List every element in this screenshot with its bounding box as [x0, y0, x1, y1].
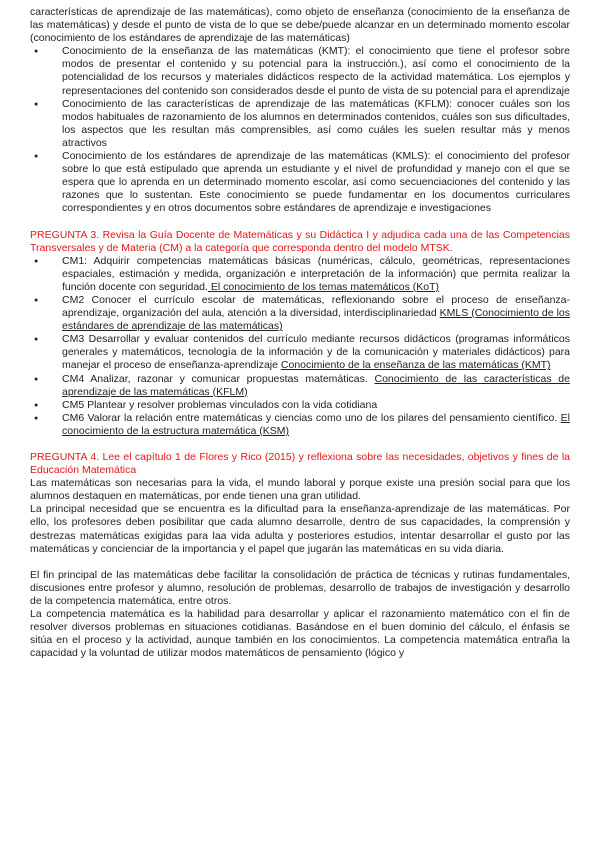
intro-list [30, 45, 570, 215]
cm4-answer: Conocimiento de las características de aprendizaje de las matemáticas (KFLM) [62, 372, 570, 398]
cm6-text: CM6 Valorar la relación entre matemáticas y ciencias como uno de los pilares del pensamiento científico. [62, 411, 561, 424]
q4-paragraph-3: El fin principal de las matemáticas debe facilitar la consolidación de práctica de técnicas y rutinas fundamentales, discusiones entre profesor y alumno, resolución de problemas, desarrollo de trabajos de investigación y desarrollo de la competencia matemática, entre otros. [30, 568, 570, 607]
list-item-cm1 [30, 255, 570, 294]
cm1-text: CM1: Adquirir competencias matemáticas básicas (numéricas, cálculo, geométricas, representaciones espaciales, estimación y medida, organización e interpretación de la información) que permita realizar la función docente con seguridad. [62, 254, 570, 293]
cm1-answer: El conocimiento de los temas matemáticos (KoT) [207, 280, 440, 293]
list-item-cm2 [30, 294, 570, 333]
cm3-answer: Conocimiento de la enseñanza de las matemáticas (KMT) [280, 359, 551, 372]
list-item-cm4 [30, 373, 570, 399]
list-item-cm5 [30, 399, 570, 412]
cm3-text: CM3 Desarrollar y evaluar contenidos del currículo mediante recursos didácticos (programas informáticos generales y matemáticos, tecnología de la información y de la comunicación y materiales didácticos) para manejar el proceso de enseñanza-aprendizaje [62, 333, 570, 372]
question-3-list [30, 255, 570, 438]
question-4-heading: PREGUNTA 4. Lee el capítulo 1 de Flores y Rico (2015) y reflexiona sobre las necesidades, objetivos y fines de la Educación Matemática [30, 451, 570, 477]
q4-paragraph-2: La principal necesidad que se encuentra es la dificultad para la enseñanza-aprendizaje de las matemáticas. Por ello, los profesores deben posibilitar que cada alumno desarrolle, dentro de sus capacidades, la comprensión y destrezas matemáticas exigidas para laa vida adulta y posteriores estudios, intentar desarrollar el gusto por las matemáticas y concienciar de la importancia y el papel que jugarán las matemáticas en su vida diaria. [30, 503, 570, 555]
list-item-cm6 [30, 412, 570, 438]
cm2-answer: KMLS (Conocimiento de los estándares de aprendizaje de las matemáticas) [62, 307, 570, 333]
q4-paragraph-4: La competencia matemática es la habilidad para desarrollar y aplicar el razonamiento matemático con el fin de resolver diversos problemas en situaciones cotidianas. Basándose en el buen dominio del cálculo, el énfasis se sitúa en el proceso y la actividad, aunque también en los conocimientos. La competencia matemática entraña la capacidad y la voluntad de utilizar modos matemáticos de pensamiento (lógico y [30, 608, 570, 660]
cm2-text: CM2 Conocer el currículo escolar de matemáticas, reflexionando sobre el proceso de enseñanza-aprendizaje, organización del aula, atención a la diversidad, interdisciplinariedad [62, 293, 570, 320]
intro-paragraph: características de aprendizaje de las matemáticas), como objeto de enseñanza (conocimiento de la enseñanza de las matemáticas) y desde el punto de vista de lo que se debe/puede alcanzar en un determinado momento escolar (conocimiento de los estándares de aprendizaje de las matemáticas) [30, 6, 570, 45]
list-item-kflm: ● Conocimiento de las características de aprendizaje de las matemáticas (KFLM): conocer cuáles son los modos habituales de razonamiento de los alumnos en determinados contenidos, cuáles son sus dificultades, los aspectos que les resultan más comprensibles, así como cuáles les suelen resultar más y menos atractivos [30, 98, 570, 150]
cm6-answer: El conocimiento de la estructura matemática (KSM) [62, 411, 570, 437]
q4-paragraph-1: Las matemáticas son necesarias para la vida, el mundo laboral y porque existe una presión social para que los alumnos destaquen en matemáticas, por ende tienen una gran utilidad. [30, 477, 570, 503]
list-item-kmt: ● Conocimiento de la enseñanza de las matemáticas (KMT): el conocimiento que tiene el profesor sobre modos de presentar el contenido y su potencial para la instrucción.), así como el conocimiento de la potencialidad de los recursos y materiales didácticos respecto de la actividad matemática. Los ejemplos y representaciones del contenido son considerados desde el punto de vista de su potencial para el aprendizaje [30, 45, 570, 97]
question-3-heading: PREGUNTA 3. Revisa la Guía Docente de Matemáticas y su Didáctica I y adjudica cada una de las Competencias Transversales y de Materia (CM) a la categoría que corresponda dentro del modelo MTSK. [30, 228, 570, 254]
cm5-text: CM5 Plantear y resolver problemas vinculados con la vida cotidiana [62, 398, 378, 411]
list-item-kmls: ● Conocimiento de los estándares de aprendizaje de las matemáticas (KMLS): el conocimiento del profesor sobre lo que está estipulado que aprenda un estudiante y el nivel de profundidad y manejo con el que se espera que lo aprenda en un determinado momento escolar, así como secuenciaciones del contenido y las razones que lo sustentan. Este conocimiento se puede fundamentar en los documentos curriculares correspondientes y en otros documentos sobre estándares de aprendizaje e investigaciones [30, 150, 570, 215]
cm4-text: CM4 Analizar, razonar y comunicar propuestas matemáticas. [62, 372, 375, 385]
list-item-cm3 [30, 333, 570, 372]
